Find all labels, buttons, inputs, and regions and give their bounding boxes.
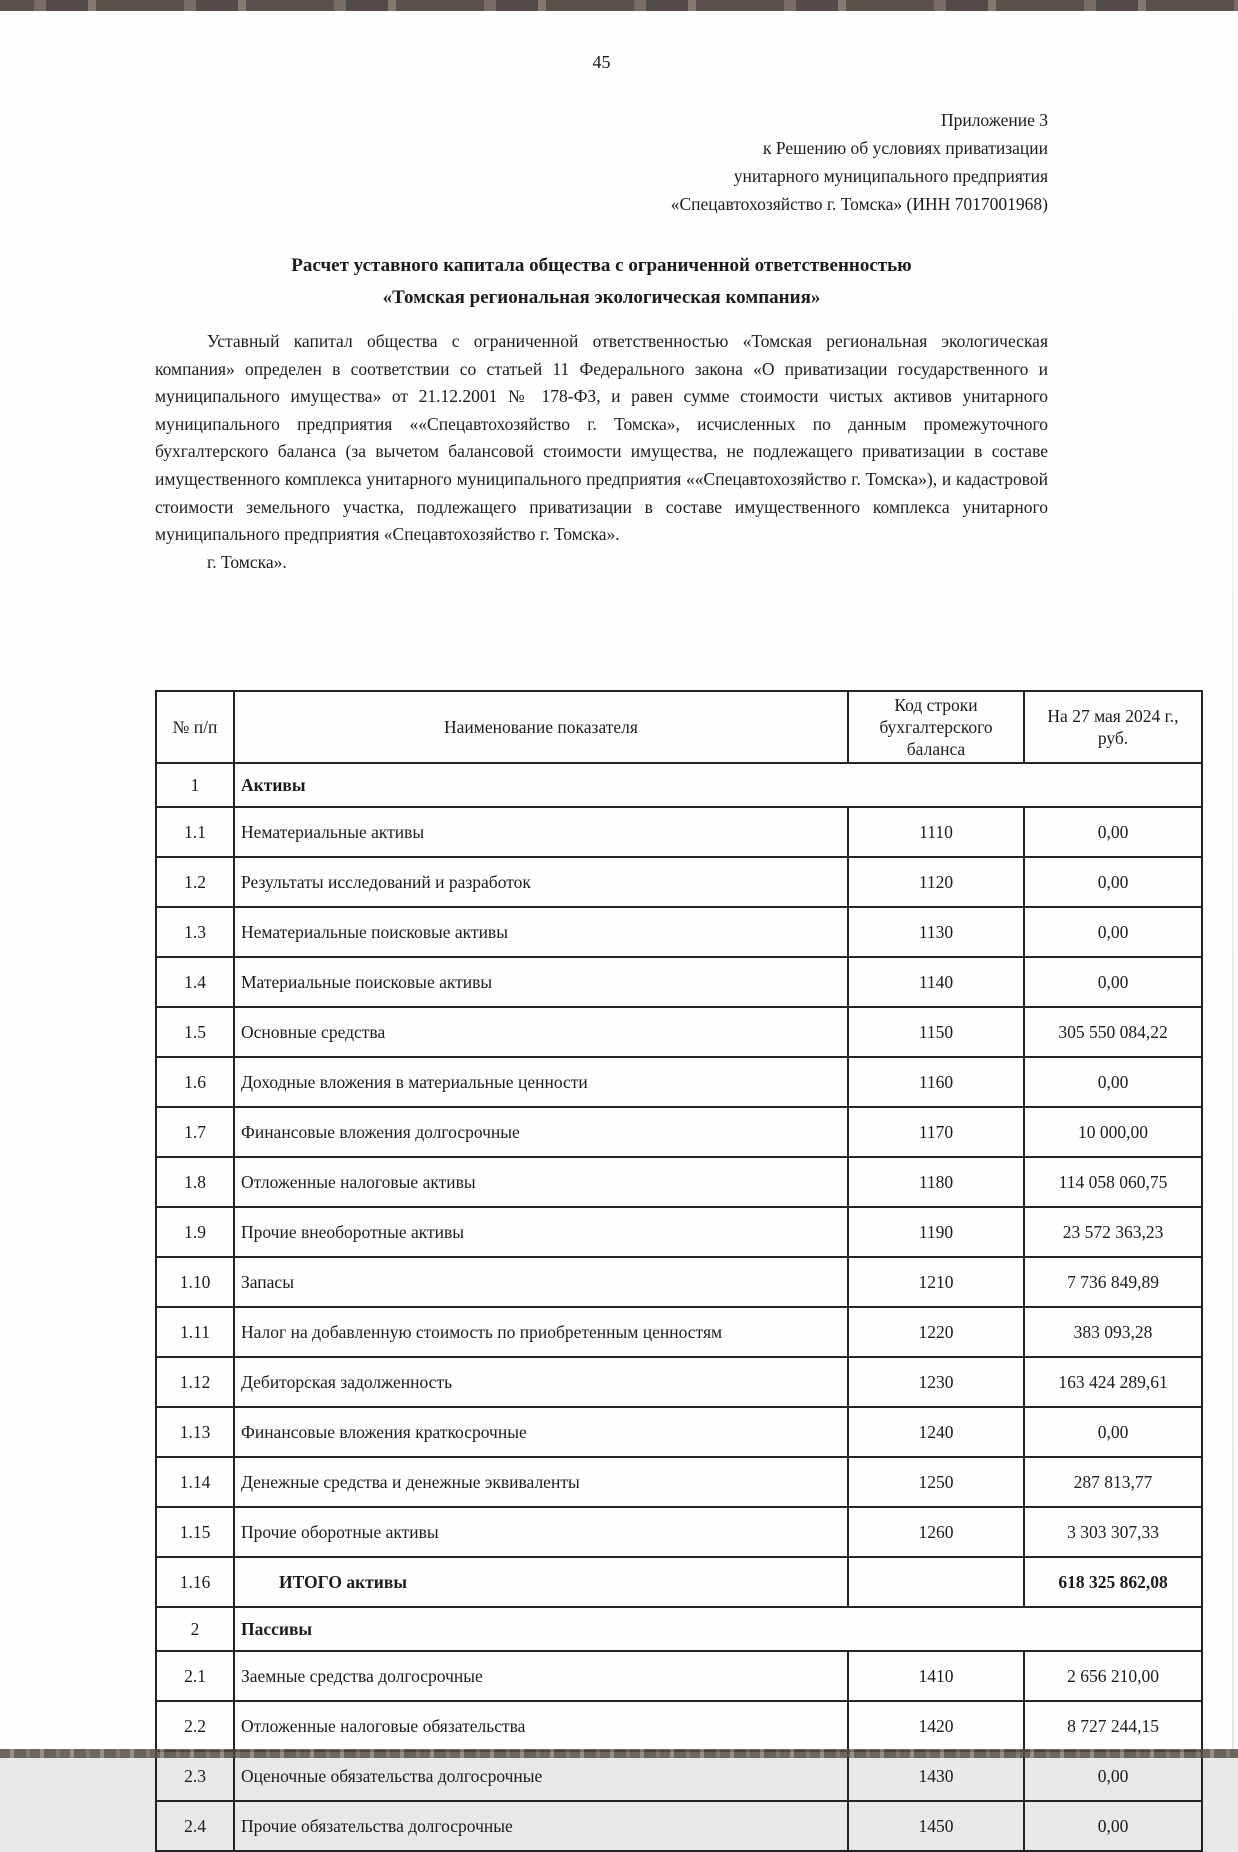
line-code-cell: 1240: [848, 1407, 1024, 1457]
indicator-name-cell: Прочие внеоборотные активы: [234, 1207, 848, 1257]
value-cell: 0,00: [1024, 1751, 1202, 1801]
table-header-value: На 27 мая 2024 г., руб.: [1024, 691, 1202, 763]
table-row: [156, 857, 1202, 907]
value-cell: 383 093,28: [1024, 1307, 1202, 1357]
indicator-name-cell: Отложенные налоговые активы: [234, 1157, 848, 1207]
table-row: [156, 1257, 1202, 1307]
indicator-name-cell: Запасы: [234, 1257, 848, 1307]
row-number-cell: 1.15: [156, 1507, 234, 1557]
page-number: 45: [592, 52, 611, 72]
table-row: [156, 1057, 1202, 1107]
indicator-name-cell: Дебиторская задолженность: [234, 1357, 848, 1407]
body-text: [155, 328, 1048, 576]
page-edge-shadow: [1232, 0, 1234, 1758]
scan-artifact-bottom: [0, 1749, 1238, 1758]
row-number-cell: 2.1: [156, 1651, 234, 1701]
table-row: [156, 1207, 1202, 1257]
indicator-name-cell: Прочие оборотные активы: [234, 1507, 848, 1557]
value-cell: 0,00: [1024, 1057, 1202, 1107]
table-header-code: Код строки бухгалтерского баланса: [848, 691, 1024, 763]
value-cell: 23 572 363,23: [1024, 1207, 1202, 1257]
row-number-cell: 1.1: [156, 807, 234, 857]
row-number-cell: 1.5: [156, 1007, 234, 1057]
table-row: [156, 1651, 1202, 1701]
line-code-cell: 1110: [848, 807, 1024, 857]
value-cell: 2 656 210,00: [1024, 1651, 1202, 1701]
row-number-cell: 1.3: [156, 907, 234, 957]
indicator-name-cell: Налог на добавленную стоимость по приобретенным ценностям: [234, 1307, 848, 1357]
line-code-cell: 1170: [848, 1107, 1024, 1157]
table-row: [156, 1307, 1202, 1357]
line-code-cell: 1160: [848, 1057, 1024, 1107]
line-code-cell: 1180: [848, 1157, 1024, 1207]
value-cell: 0,00: [1024, 857, 1202, 907]
row-number-cell: 2.2: [156, 1701, 234, 1751]
indicator-name-cell: Нематериальные активы: [234, 807, 848, 857]
row-number-cell: 1.12: [156, 1357, 234, 1407]
line-code-cell: 1120: [848, 857, 1024, 907]
table-row: [156, 807, 1202, 857]
indicator-name-cell: ИТОГО активы: [234, 1557, 848, 1607]
section-title-cell: Активы: [234, 763, 1202, 807]
table-row: [156, 763, 1202, 807]
row-number-cell: 2.3: [156, 1751, 234, 1801]
line-code-cell: 1190: [848, 1207, 1024, 1257]
appendix-line: унитарного муниципального предприятия: [733, 166, 1048, 186]
table-body: [156, 763, 1202, 1851]
value-cell: 10 000,00: [1024, 1107, 1202, 1157]
balance-table: [155, 690, 1203, 1852]
row-number-cell: 1.8: [156, 1157, 234, 1207]
line-code-cell: 1250: [848, 1457, 1024, 1507]
indicator-name-cell: Финансовые вложения краткосрочные: [234, 1407, 848, 1457]
section-title-cell: Пассивы: [234, 1607, 1202, 1651]
row-number-cell: 2.4: [156, 1801, 234, 1851]
indicator-name-cell: Основные средства: [234, 1007, 848, 1057]
row-number-cell: 1.11: [156, 1307, 234, 1357]
value-cell: 0,00: [1024, 907, 1202, 957]
row-number-cell: 1.10: [156, 1257, 234, 1307]
row-number-cell: 2: [156, 1607, 234, 1651]
indicator-name-cell: Результаты исследований и разработок: [234, 857, 848, 907]
table-row: [156, 1157, 1202, 1207]
row-number-cell: 1: [156, 763, 234, 807]
indicator-name-cell: Оценочные обязательства долгосрочные: [234, 1751, 848, 1801]
table-row: [156, 1607, 1202, 1651]
table-wrapper: [155, 690, 1203, 1852]
table-row: [156, 1457, 1202, 1507]
value-cell: 287 813,77: [1024, 1457, 1202, 1507]
indicator-name-cell: Нематериальные поисковые активы: [234, 907, 848, 957]
row-number-cell: 1.6: [156, 1057, 234, 1107]
table-header-name: Наименование показателя: [234, 691, 848, 763]
value-cell: 7 736 849,89: [1024, 1257, 1202, 1307]
row-number-cell: 1.16: [156, 1557, 234, 1607]
indicator-name-cell: Заемные средства долгосрочные: [234, 1651, 848, 1701]
indicator-name-cell: Отложенные налоговые обязательства: [234, 1701, 848, 1751]
table-header-num: № п/п: [156, 691, 234, 763]
indicator-name-cell: Прочие обязательства долгосрочные: [234, 1801, 848, 1851]
table-row: [156, 1701, 1202, 1751]
appendix-line: к Решению об условиях приватизации: [762, 138, 1048, 158]
table-row: [156, 1007, 1202, 1057]
value-cell: 305 550 084,22: [1024, 1007, 1202, 1057]
value-cell: 0,00: [1024, 1407, 1202, 1457]
value-cell: 618 325 862,08: [1024, 1557, 1202, 1607]
table-row: [156, 1557, 1202, 1607]
line-code-cell: 1230: [848, 1357, 1024, 1407]
value-cell: 114 058 060,75: [1024, 1157, 1202, 1207]
value-cell: 3 303 307,33: [1024, 1507, 1202, 1557]
line-code-cell: 1220: [848, 1307, 1024, 1357]
line-code-cell: 1140: [848, 957, 1024, 1007]
table-row: [156, 1801, 1202, 1851]
line-code-cell: [848, 1557, 1024, 1607]
appendix-line: Приложение 3: [940, 110, 1048, 130]
document-title: [155, 250, 1048, 314]
scan-artifact-top: [0, 0, 1238, 11]
appendix-line: «Спецавтохозяйство г. Томска» (ИНН 7017001968): [670, 194, 1048, 214]
body-paragraph: Уставный капитал общества с ограниченной ответственностью «Томская региональная экологическая компания» определен в соответствии со статьей 11 Федерального закона «О приватизации государственного и муниципального имущества» от 21.12.2001 № 178-ФЗ, и равен сумме стоимости чистых активов унитарного муниципального предприятия ««Спецавтохозяйство г. Томска», исчисленных по данным промежуточного бухгалтерского баланса (за вычетом балансовой стоимости имущества, не подлежащего приватизации в составе имущественного комплекса унитарного муниципального предприятия ««Спецавтохозяйство г. Томска»), и кадастровой стоимости земельного участка, подлежащего приватизации в составе имущественного комплекса унитарного муниципального предприятия «Спецавтохозяйство г. Томска».: [155, 331, 1048, 545]
row-number-cell: 1.7: [156, 1107, 234, 1157]
table-row: [156, 1751, 1202, 1801]
indicator-name-cell: Денежные средства и денежные эквиваленты: [234, 1457, 848, 1507]
value-cell: 163 424 289,61: [1024, 1357, 1202, 1407]
row-number-cell: 1.9: [156, 1207, 234, 1257]
table-row: [156, 1407, 1202, 1457]
line-code-cell: 1410: [848, 1651, 1024, 1701]
table-row: [156, 1507, 1202, 1557]
table-row: [156, 1357, 1202, 1407]
indicator-name-cell: Материальные поисковые активы: [234, 957, 848, 1007]
row-number-cell: 1.13: [156, 1407, 234, 1457]
value-cell: 0,00: [1024, 807, 1202, 857]
line-code-cell: 1130: [848, 907, 1024, 957]
table-row: [156, 1107, 1202, 1157]
table-row: [156, 907, 1202, 957]
line-code-cell: 1210: [848, 1257, 1024, 1307]
line-code-cell: 1150: [848, 1007, 1024, 1057]
indicator-name-cell: Финансовые вложения долгосрочные: [234, 1107, 848, 1157]
value-cell: 8 727 244,15: [1024, 1701, 1202, 1751]
row-number-cell: 1.2: [156, 857, 234, 907]
table-row: [156, 957, 1202, 1007]
document-title-line-2: «Томская региональная экологическая компания»: [382, 287, 821, 308]
indicator-name-cell: Доходные вложения в материальные ценности: [234, 1057, 848, 1107]
table-header-row: [156, 691, 1202, 763]
line-code-cell: 1420: [848, 1701, 1024, 1751]
row-number-cell: 1.4: [156, 957, 234, 1007]
line-code-cell: 1450: [848, 1801, 1024, 1851]
line-code-cell: 1260: [848, 1507, 1024, 1557]
body-paragraph-continuation: г. Томска».: [207, 551, 287, 572]
document-title-line-1: Расчет уставного капитала общества с ограниченной ответственностью: [291, 255, 912, 276]
value-cell: 0,00: [1024, 957, 1202, 1007]
value-cell: 0,00: [1024, 1801, 1202, 1851]
appendix-block: [671, 106, 1048, 218]
row-number-cell: 1.14: [156, 1457, 234, 1507]
line-code-cell: 1430: [848, 1751, 1024, 1801]
